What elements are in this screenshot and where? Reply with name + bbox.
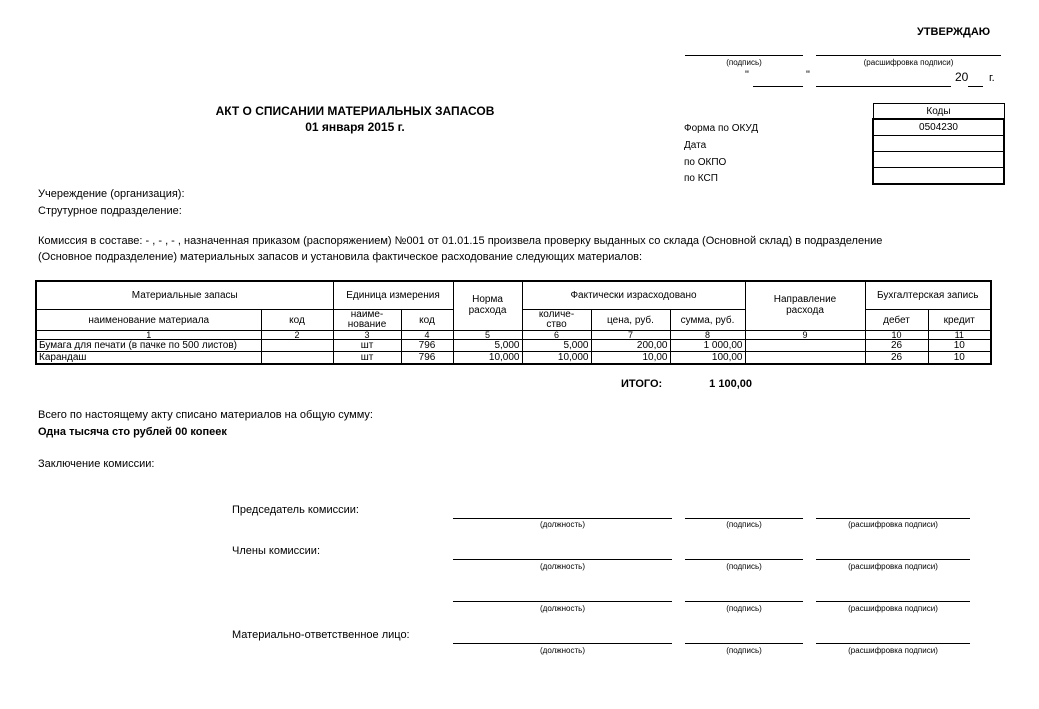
member2-decode-label: (расшифровка подписи)	[848, 604, 938, 613]
th-qty-l2: ство	[546, 319, 567, 330]
date-year-suffix: г.	[989, 72, 995, 84]
responsible-position-label: (должность)	[540, 646, 585, 655]
chairman-position-line	[453, 518, 672, 519]
cell-debit: 26	[865, 352, 928, 365]
total-label: ИТОГО:	[621, 378, 663, 390]
date-label: Дата	[684, 140, 707, 151]
cell-direction	[745, 352, 865, 365]
date-year-prefix: 20	[955, 70, 969, 84]
responsible-position-line	[453, 643, 672, 644]
member1-sign-line	[685, 559, 803, 560]
date-day-line	[753, 86, 803, 87]
responsible-decode-line	[816, 643, 970, 644]
col-num: 11	[928, 331, 991, 340]
th-direction	[745, 281, 865, 331]
table-row	[36, 340, 991, 352]
cell-direction	[745, 340, 865, 352]
conclusion-label: Заключение комиссии:	[38, 458, 155, 470]
cell-credit: 10	[928, 352, 991, 365]
member1-position-label: (должность)	[540, 562, 585, 571]
th-direction-l1: Направление	[773, 294, 837, 305]
th-code: код	[261, 310, 333, 331]
responsible-sign-label: (подпись)	[726, 646, 762, 655]
member2-sign-line	[685, 601, 803, 602]
chairman-label: Председатель комиссии:	[232, 504, 359, 516]
approve-decode-label: (расшифровка подписи)	[863, 58, 954, 67]
chairman-decode-label: (расшифровка подписи)	[848, 520, 938, 529]
approve-sign-label: (подпись)	[726, 58, 762, 67]
okpo-label: по ОКПО	[684, 157, 727, 168]
summary-amount-text: Одна тысяча сто рублей 00 копеек	[38, 426, 227, 438]
member2-decode-line	[816, 601, 970, 602]
ksp-label: по КСП	[684, 173, 718, 184]
responsible-decode-label: (расшифровка подписи)	[848, 646, 938, 655]
cell-unit: шт	[333, 352, 401, 365]
responsible-sign-line	[685, 643, 803, 644]
okud-value: 0504230	[873, 119, 1004, 136]
date-value	[873, 136, 1004, 152]
codes-header: Коды	[873, 104, 1004, 120]
member2-position-label: (должность)	[540, 604, 585, 613]
date-month-line	[816, 86, 951, 87]
cell-norm: 10,000	[453, 352, 522, 365]
date-year-line	[968, 86, 983, 87]
col-num: 3	[333, 331, 401, 340]
th-debit: дебет	[865, 310, 928, 331]
cell-sum: 1 000,00	[670, 340, 745, 352]
th-accounting: Бухгалтерская запись	[865, 281, 991, 310]
th-unit-name-l1: наиме-	[350, 309, 384, 320]
col-num: 9	[745, 331, 865, 340]
date-quote-open: "	[745, 69, 749, 81]
member1-decode-line	[816, 559, 970, 560]
cell-price: 200,00	[591, 340, 670, 352]
chairman-decode-line	[816, 518, 970, 519]
approve-title: УТВЕРЖДАЮ	[917, 26, 991, 38]
th-direction-l2: расхода	[786, 305, 824, 316]
member1-sign-label: (подпись)	[726, 562, 762, 571]
table-row	[36, 352, 991, 365]
col-num: 8	[670, 331, 745, 340]
chairman-position-label: (должность)	[540, 520, 585, 529]
cell-debit: 26	[865, 340, 928, 352]
member2-position-line	[453, 601, 672, 602]
cell-qty: 10,000	[522, 352, 591, 365]
member1-position-line	[453, 559, 672, 560]
codes-table	[872, 103, 1005, 185]
th-norm	[453, 281, 522, 331]
materials-table	[35, 280, 992, 365]
act-date: 01 января 2015 г.	[305, 120, 405, 134]
cell-unit: шт	[333, 340, 401, 352]
ksp-value	[873, 168, 1004, 185]
approve-sign-line	[685, 55, 803, 56]
date-quote-close: "	[806, 69, 810, 81]
institution-label: Учереждение (организация):	[38, 188, 185, 200]
member1-decode-label: (расшифровка подписи)	[848, 562, 938, 571]
col-num: 4	[401, 331, 453, 340]
cell-qty: 5,000	[522, 340, 591, 352]
th-price: цена, руб.	[591, 310, 670, 331]
cell-norm: 5,000	[453, 340, 522, 352]
cell-unit-code: 796	[401, 352, 453, 365]
cell-credit: 10	[928, 340, 991, 352]
th-qty	[522, 310, 591, 331]
chairman-sign-line	[685, 518, 803, 519]
th-credit: кредит	[928, 310, 991, 331]
responsible-label: Материально-ответственное лицо:	[232, 629, 410, 641]
total-value: 1 100,00	[709, 378, 752, 390]
col-num: 6	[522, 331, 591, 340]
okpo-value	[873, 152, 1004, 168]
th-unit-name	[333, 310, 401, 331]
th-unit-code: код	[401, 310, 453, 331]
th-sum: сумма, руб.	[670, 310, 745, 331]
okud-label: Форма по ОКУД	[684, 123, 759, 134]
col-num: 5	[453, 331, 522, 340]
th-norm-l2: расхода	[468, 305, 507, 316]
col-num: 7	[591, 331, 670, 340]
th-norm-l1: Норма	[472, 294, 503, 305]
col-num: 2	[261, 331, 333, 340]
cell-price: 10,00	[591, 352, 670, 365]
th-qty-l1: количе-	[538, 309, 575, 320]
summary-line1: Всего по настоящему акту списано материалов на общую сумму:	[38, 409, 373, 421]
col-num: 10	[865, 331, 928, 340]
chairman-sign-label: (подпись)	[726, 520, 762, 529]
member2-sign-label: (подпись)	[726, 604, 762, 613]
approve-decode-line	[816, 55, 1001, 56]
cell-unit-code: 796	[401, 340, 453, 352]
cell-name: Бумага для печати (в пачке по 500 листов)	[36, 340, 261, 352]
th-unit: Единица измерения	[333, 281, 453, 310]
division-label: Струтурное подразделение:	[38, 205, 182, 217]
act-title: АКТ О СПИСАНИИ МАТЕРИАЛЬНЫХ ЗАПАСОВ	[215, 104, 495, 118]
cell-code	[261, 340, 333, 352]
cell-sum: 100,00	[670, 352, 745, 365]
col-num: 1	[36, 331, 261, 340]
column-numbers-row	[36, 331, 991, 340]
th-materials: Материальные запасы	[36, 281, 333, 310]
members-label: Члены комиссии:	[232, 545, 321, 557]
th-material-name: наименование материала	[36, 310, 261, 331]
cell-name: Карандаш	[36, 352, 261, 365]
th-unit-name-l2: нование	[347, 319, 387, 330]
commission-text-line2: (Основное подразделение) материальных запасов и установила фактическое расходование следующих материалов:	[38, 251, 643, 263]
commission-text-line1: Комиссия в составе: - , - , - , назначенная приказом (распоряжением) №001 от 01.01.15 произвела проверку выданных со склада (Основной склад) в подразделение	[38, 235, 883, 247]
th-actual: Фактически израсходовано	[522, 281, 745, 310]
cell-code	[261, 352, 333, 365]
